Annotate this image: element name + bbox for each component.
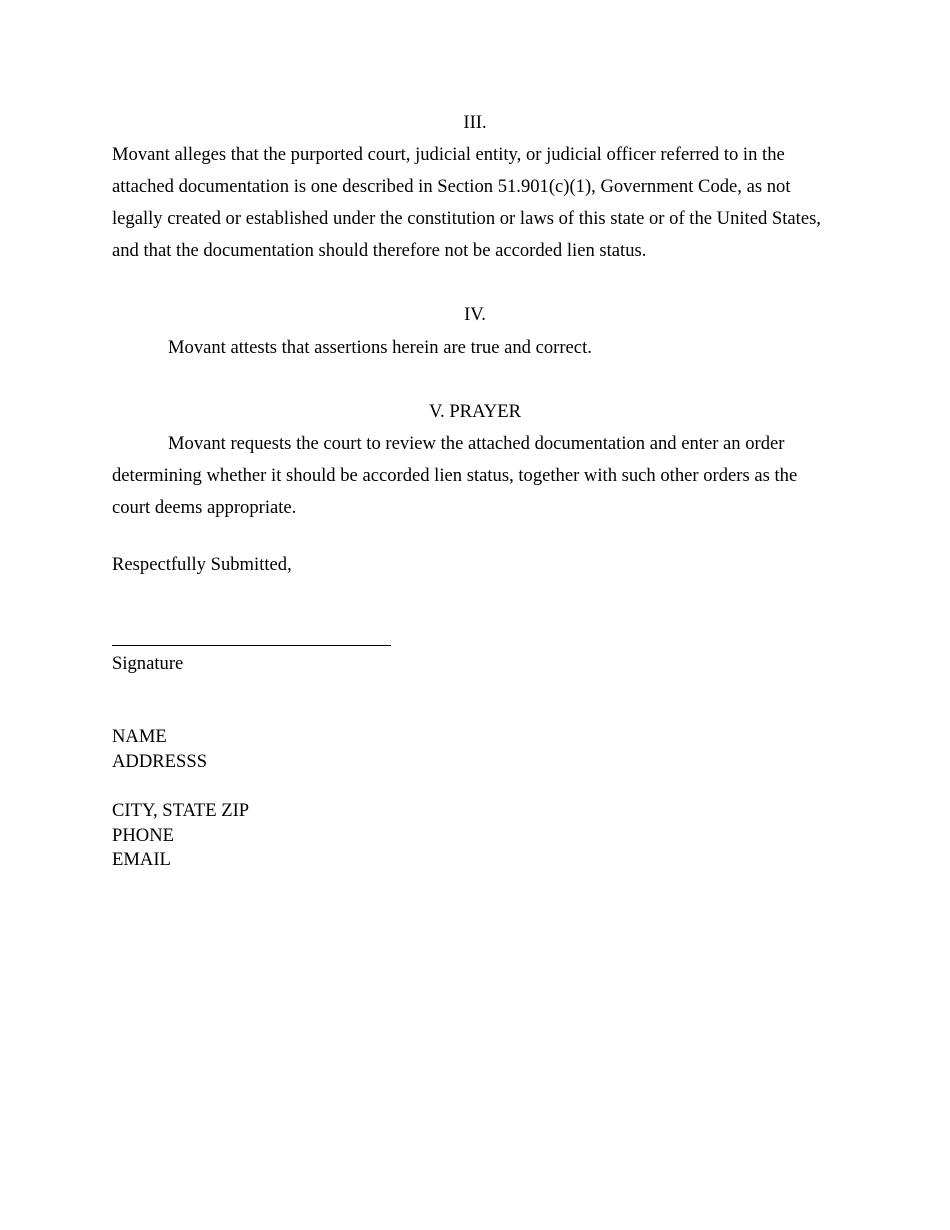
- contact-city-state-zip: CITY, STATE ZIP: [112, 800, 250, 821]
- section-3-line: legally created or established under the constitution or laws of this state or of the United States,: [112, 208, 821, 229]
- section-3-line: Movant alleges that the purported court, judicial entity, or judicial officer referred to in the: [112, 144, 785, 165]
- section-3-line: attached documentation is one described in Section 51.901(c)(1), Government Code, as not: [112, 176, 791, 197]
- document-page: [112, 0, 838, 1230]
- section-3-heading: III.: [463, 112, 487, 133]
- contact-phone: PHONE: [112, 825, 174, 846]
- contact-email: EMAIL: [112, 849, 171, 870]
- prayer-paragraph: [112, 428, 838, 524]
- signature-label: Signature: [112, 653, 184, 674]
- prayer-line: determining whether it should be accorded lien status, together with such other orders as the: [112, 465, 798, 486]
- section-3-line: and that the documentation should therefore not be accorded lien status.: [112, 240, 647, 261]
- section-3-paragraph: [112, 139, 838, 267]
- section-4-heading: IV.: [464, 304, 486, 325]
- prayer-line: court deems appropriate.: [112, 497, 297, 518]
- prayer-line: Movant requests the court to review the attached documentation and enter an order: [168, 433, 785, 454]
- section-4-text: Movant attests that assertions herein are true and correct.: [168, 337, 592, 358]
- closing-text: Respectfully Submitted,: [112, 554, 292, 575]
- signature-line: [112, 645, 391, 646]
- contact-name: NAME: [112, 726, 167, 747]
- prayer-heading: V. PRAYER: [429, 401, 521, 422]
- contact-address: ADDRESSS: [112, 751, 208, 772]
- section-4-paragraph: [112, 332, 838, 364]
